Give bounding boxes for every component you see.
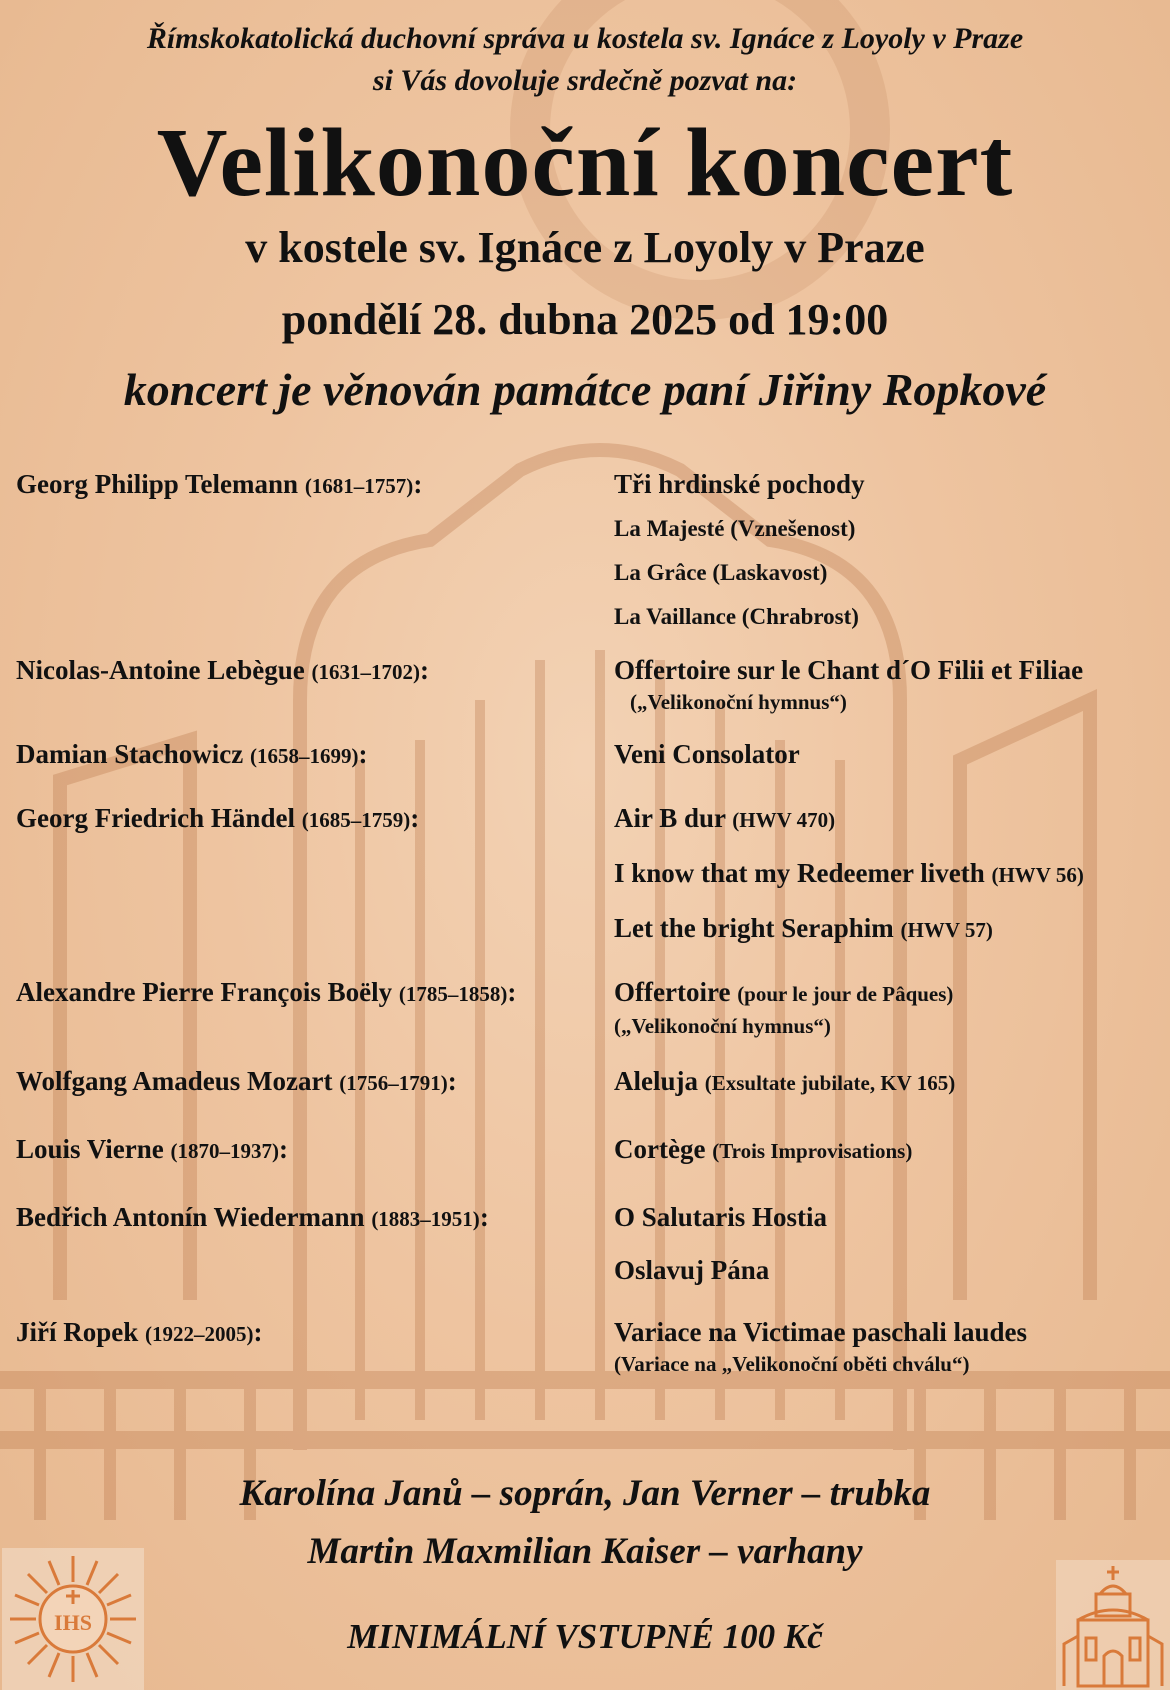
work-subtitle: (Trois Improvisations)	[712, 1139, 913, 1163]
work-subtitle: (Exsultate jubilate, KV 165)	[704, 1071, 956, 1095]
composer-colon: :	[447, 1066, 457, 1096]
composer	[16, 1131, 614, 1169]
composer	[16, 1063, 614, 1101]
works	[614, 974, 1166, 1040]
composer-name: Bedřich Antonín Wiedermann	[16, 1202, 365, 1232]
composer-years: (1870–1937)	[170, 1139, 280, 1163]
composer-name: Damian Stachowicz	[16, 739, 244, 769]
composer-years: (1756–1791)	[339, 1071, 448, 1095]
works	[614, 800, 1166, 948]
event-date: pondělí 28. dubna 2025 od 19:00	[281, 295, 889, 344]
composer-colon: :	[410, 803, 420, 833]
composer	[16, 466, 614, 632]
program-row	[16, 652, 1166, 716]
work-title: Oslavuj Pána	[614, 1255, 770, 1285]
program-row	[16, 1199, 1166, 1288]
composer-name: Alexandre Pierre François Boëly	[16, 977, 393, 1007]
composer	[16, 652, 614, 716]
concert-title: Velikonoční koncert	[156, 109, 1014, 217]
work-note: („Velikonoční hymnus“)	[614, 1014, 831, 1038]
composer-years: (1658–1699)	[249, 744, 359, 768]
work-note: (Variace na „Velikonoční oběti chválu“)	[614, 1352, 970, 1376]
work-movement: La Grâce (Laskavost)	[614, 560, 828, 585]
work-catalog: (HWV 56)	[991, 863, 1084, 887]
work-title	[614, 974, 1166, 1012]
venue: v kostele sv. Ignáce z Loyoly v Praze	[245, 223, 925, 272]
composer	[16, 1314, 614, 1378]
composer-colon: :	[253, 1317, 263, 1347]
works	[614, 1314, 1166, 1378]
work-title: Offertoire sur le Chant d´O Filii et Filiae	[614, 655, 1084, 685]
composer	[16, 800, 614, 948]
composer-name: Nicolas-Antoine Lebègue	[16, 655, 305, 685]
work-name: Aleluja	[614, 1066, 698, 1096]
work-catalog: (HWV 470)	[732, 808, 836, 832]
work-note: („Velikonoční hymnus“)	[630, 690, 847, 714]
work-name: I know that my Redeemer liveth	[614, 858, 985, 888]
work-title	[614, 1063, 1166, 1101]
performers	[0, 1472, 1170, 1574]
work-name: Air B dur	[614, 803, 726, 833]
dedication: koncert je věnován památce paní Jiřiny Ropkové	[123, 364, 1047, 415]
admission	[0, 1616, 1170, 1658]
works	[614, 652, 1166, 716]
program-row	[16, 736, 1166, 774]
church-facade-icon	[1056, 1560, 1170, 1690]
work-name: Cortège	[614, 1134, 706, 1164]
composer-years: (1681–1757)	[304, 474, 414, 498]
composer-colon: :	[358, 739, 368, 769]
work-title	[614, 1131, 1166, 1169]
intro-line-1: Římskokatolická duchovní správa u kostela sv. Ignáce z Loyoly v Praze	[146, 22, 1024, 55]
composer-years: (1685–1759)	[301, 808, 411, 832]
composer-name: Georg Philipp Telemann	[16, 469, 299, 499]
ihs-sun-emblem-icon	[2, 1548, 144, 1690]
work-movement: La Vaillance (Chrabrost)	[614, 604, 859, 629]
program-row	[16, 1063, 1166, 1101]
works	[614, 1063, 1166, 1101]
composer	[16, 974, 614, 1040]
composer-colon: :	[507, 977, 517, 1007]
composer-years: (1883–1951)	[371, 1207, 480, 1231]
composer	[16, 1199, 614, 1288]
work-movement: La Majesté (Vznešenost)	[614, 516, 856, 541]
composer-name: Wolfgang Amadeus Mozart	[16, 1066, 333, 1096]
program-row	[16, 974, 1166, 1040]
work-title: Tři hrdinské pochody	[614, 469, 865, 499]
work-title	[614, 800, 1166, 838]
works	[614, 1131, 1166, 1169]
program-row	[16, 1131, 1166, 1169]
work-subtitle: (pour le jour de Pâques)	[737, 982, 954, 1006]
composer-name: Georg Friedrich Händel	[16, 803, 295, 833]
work-title: O Salutaris Hostia	[614, 1202, 828, 1232]
work-name: Let the bright Seraphim	[614, 913, 894, 943]
work-catalog: (HWV 57)	[900, 918, 993, 942]
composer-years: (1785–1858)	[398, 982, 508, 1006]
composer	[16, 736, 614, 774]
works	[614, 736, 1166, 774]
composer-colon: :	[479, 1202, 489, 1232]
composer-colon: :	[413, 469, 423, 499]
work-title	[614, 855, 1166, 893]
program-row	[16, 466, 1166, 632]
works	[614, 1199, 1166, 1288]
program-row	[16, 800, 1166, 948]
intro-line-2: si Vás dovoluje srdečně pozvat na:	[372, 64, 798, 97]
composer-colon: :	[419, 655, 429, 685]
organizer-intro	[0, 18, 1170, 102]
performers-line-1: Karolína Janů – soprán, Jan Verner – trubka	[239, 1473, 931, 1514]
composer-years: (1631–1702)	[311, 660, 420, 684]
composer-name: Jiří Ropek	[16, 1317, 139, 1347]
ihs-monogram: IHS	[54, 1610, 92, 1635]
performers-line-2: Martin Maxmilian Kaiser – varhany	[307, 1531, 863, 1572]
program-row	[16, 1314, 1166, 1378]
composer-name: Louis Vierne	[16, 1134, 164, 1164]
invitation-header	[0, 0, 1170, 418]
work-title	[614, 910, 1166, 948]
composer-colon: :	[279, 1134, 289, 1164]
admission-price: MINIMÁLNÍ VSTUPNÉ 100 Kč	[347, 1617, 823, 1656]
concert-program	[16, 466, 1166, 1378]
composer-years: (1922–2005)	[145, 1322, 254, 1346]
works	[614, 466, 1166, 632]
work-title: Variace na Victimae paschali laudes	[614, 1317, 1028, 1347]
work-name: Offertoire	[614, 977, 731, 1007]
work-title: Veni Consolator	[614, 739, 800, 769]
